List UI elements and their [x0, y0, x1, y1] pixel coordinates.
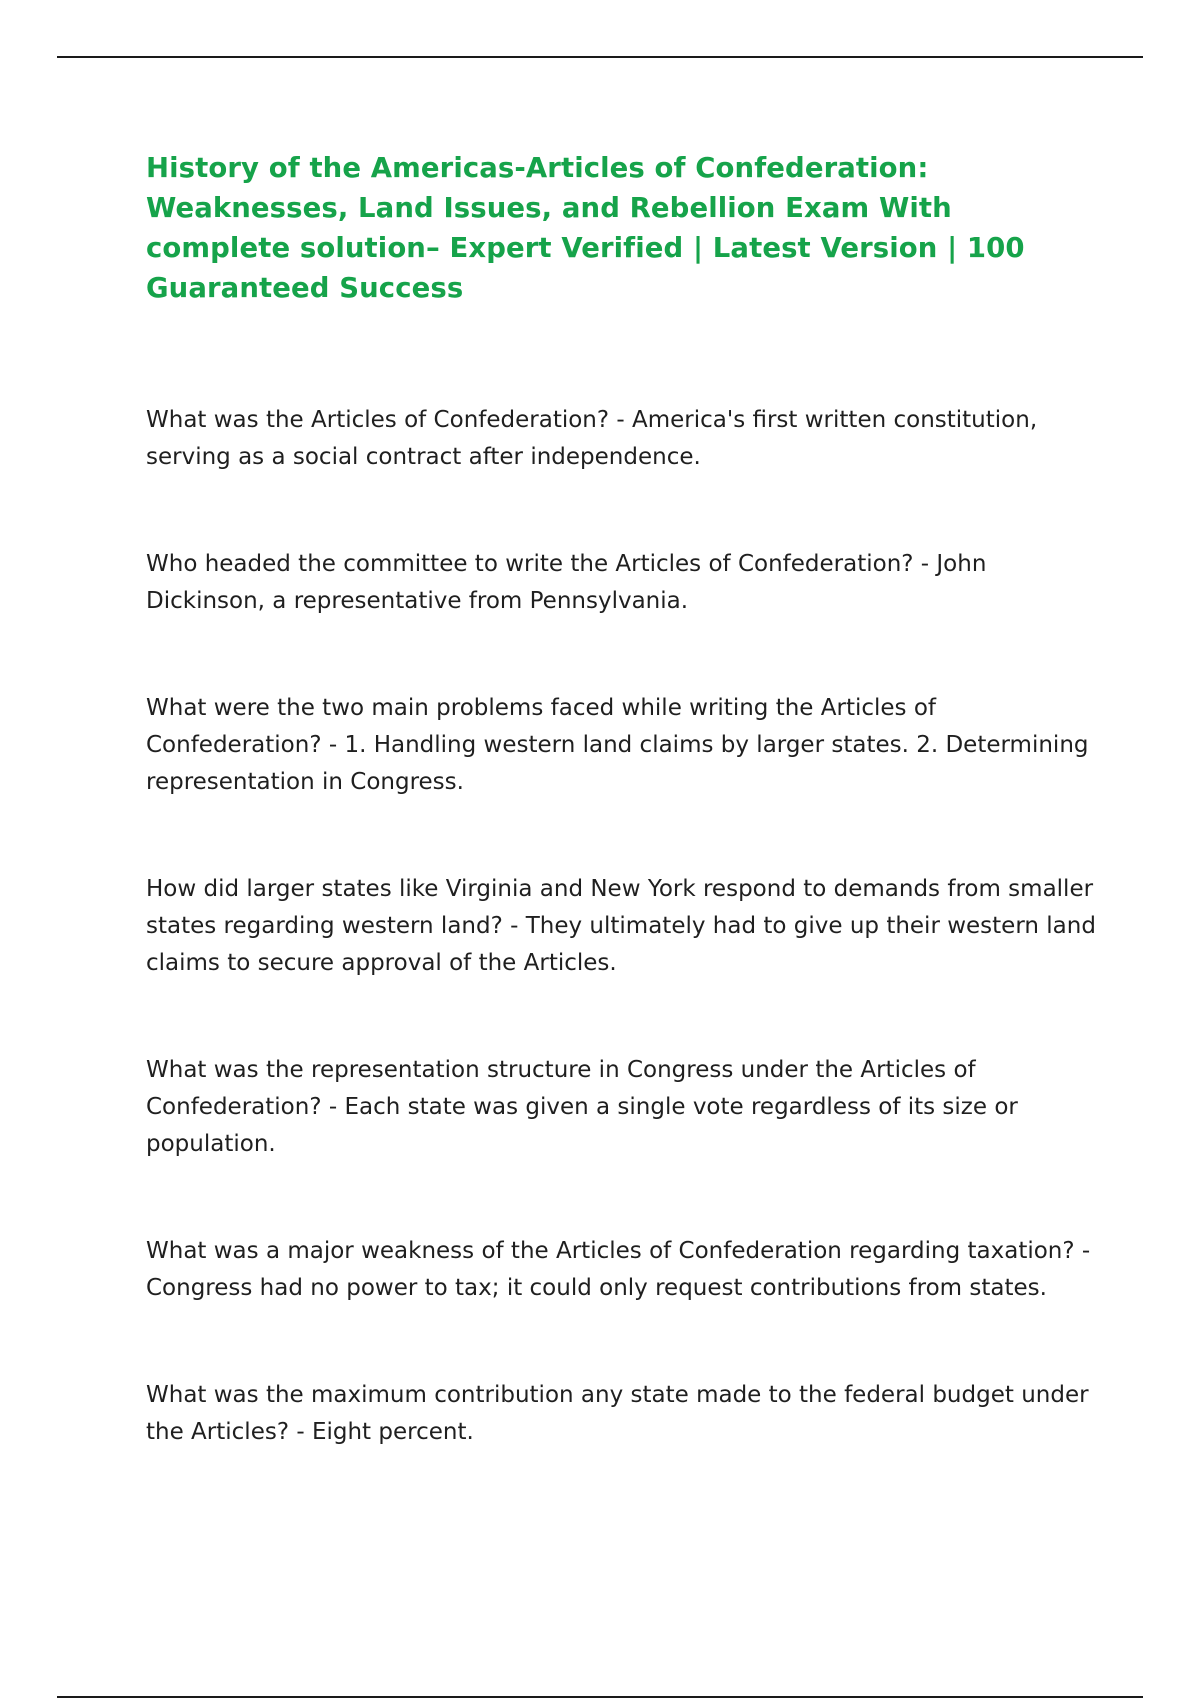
- document-title: History of the Americas-Articles of Confederation: Weaknesses, Land Issues, and Rebellion Exam With complete solution– Expert Verified | Latest Version | 100 Guaranteed Success: [146, 152, 1025, 304]
- qa-item: What was the maximum contribution any state made to the federal budget under the Articles? - Eight percent.: [146, 1382, 1089, 1445]
- qa-item: What was a major weakness of the Articles of Confederation regarding taxation? - Congress had no power to tax; it could only request contributions from states.: [146, 1238, 1091, 1301]
- qa-item: Who headed the committee to write the Articles of Confederation? - John Dickinson, a representative from Pennsylvania.: [146, 551, 987, 614]
- qa-list: [146, 402, 1096, 1451]
- qa-item: What was the representation structure in Congress under the Articles of Confederation? - Each state was given a single vote regardless of its size or population.: [146, 1057, 1018, 1157]
- bottom-rule: [57, 1696, 1143, 1698]
- top-rule: [57, 56, 1143, 58]
- qa-item: How did larger states like Virginia and New York respond to demands from smaller states regarding western land? - They ultimately had to give up their western land claims to secure approval of the Articles.: [146, 876, 1096, 976]
- qa-item: What was the Articles of Confederation? - America's first written constitution, serving as a social contract after independence.: [146, 407, 1038, 470]
- qa-item: What were the two main problems faced while writing the Articles of Confederation? - 1. Handling western land claims by larger states. 2. Determining representation in Congress.: [146, 695, 1089, 795]
